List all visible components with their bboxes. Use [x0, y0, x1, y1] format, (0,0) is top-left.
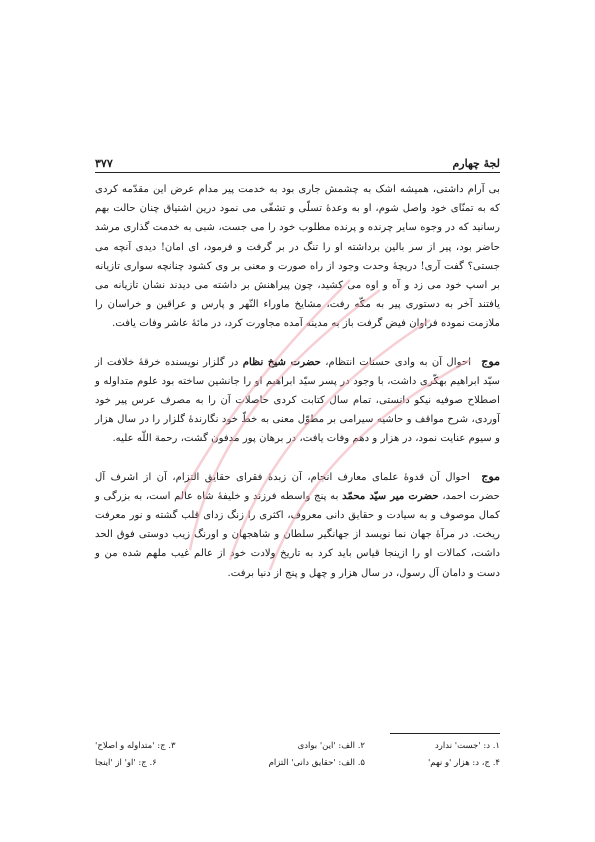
footnote-row	[95, 738, 500, 755]
footnote-1: ۱. د: 'جست' ندارد	[435, 741, 500, 751]
footnote-rule	[390, 733, 500, 734]
main-text	[95, 180, 500, 583]
footnote-6: ۶. ج: 'او' از 'اینجا	[95, 758, 157, 768]
footnote-row	[95, 755, 500, 772]
section-marker: موج	[481, 354, 500, 368]
paragraph-3-lead: احوال آن قدوهٔ علمای معارف انجام، آن زبدهٔ فقرای حقایق التزام، آن از اشرف آل حضرت احمد،	[95, 471, 500, 502]
section-marker: موج	[481, 469, 500, 483]
paragraph-2	[95, 352, 500, 449]
footnotes	[95, 738, 500, 772]
paragraph-2-lead: احوال آن به وادی حسنات انتظام،	[325, 356, 472, 368]
paragraph-3-name: حضرت میر سیّد محمّد	[342, 489, 439, 502]
header-rule	[95, 172, 500, 173]
footnote-2: ۲. الف: 'این' بوادی	[297, 741, 365, 751]
footnote-4: ۴. ج، د: هزار 'و نهم'	[427, 758, 500, 768]
footnote-5: ۵. الف: 'حقایق دانی' التزام	[268, 758, 365, 768]
page-number: ۳۷۷	[95, 157, 113, 170]
chapter-title: لجهٔ چهارم	[452, 157, 500, 170]
paragraph-3	[95, 467, 500, 583]
footnote-3: ۳. ج: 'متداوله و اصلاح'	[95, 741, 176, 751]
paragraph-2-body: در گلزار نویسنده خرقهٔ خلافت از سیّد ابراهیم بهکّری داشت، با وجود در پسر سیّد ابراهیم او را جانشین ساخته بود علوم متداوله و اصطلاح صوفیه نیکو دانستی، تمام سال کتابت کردی حاصلات آن را به مصرف عرس پیر خود آوردی، شرح مواقف و حاشیه سیرامی بر مطوّل معنی به خطّ خود نگارندهٔ گلزار را در سال هزار و سیوم عنایت نمود، در هزار و دهم وفات یافت، در برهان پور مدفون گشت، رحمة اللّه علیه.	[95, 356, 500, 445]
paragraph-1: بی آرام داشتی، همیشه اشک به چشمش جاری بود به خدمت پیر مدام عرض این مقدّمه کردی که به تمنّای خود واصل شوم، او به وعدهٔ تسلّی و تشفّی می نمود درین اشتیاق چنان حالت بهم رسانید که در وجوه سایر چرنده و پرنده مطلوب خود را می جست، شبی به خدمت گذاری مرشد حاضر بود، پیر از سر بالین برداشته او را تنگ در بر گرفت و فرمود، ای امان! دیدی آنچه می جستی؟ گفت آری! دریچهٔ وحدت وجود از راه صورت و معنی بر وی کشود چنانچه سواری تازیانه بر اسپ خود می زد و آه و اوه می کشید، چون پیراهنش بر داشته می دیدند نشان تازیانه می یافتند آخر به دستوری پیر به مکّه رفت، مشایخ ماوراء النّهر و پارس و عراقین و خراسان را ملازمت نموده فراوان فیض گرفت باز به مدینه آمده مجاورت کرد، در مائهٔ عاشر وفات یافت.	[95, 184, 500, 330]
running-header	[95, 150, 500, 170]
paragraph-2-name: حضرت شیخ نظام	[242, 355, 321, 368]
paragraph-3-body: به پنج واسطه فرزند و خلیفهٔ شاه عالم است، به بزرگی و کمال موصوف و به سیادت و حقایق دانی معروف، اکثری را زنگ زدای قلب گشته و نور معرفت ریخت. در مرآهٔ جهان نما نویسد از جهانگیر سلطان و شاهجهان و اورنگ زیب دوستی فوق الحد داشت، کمالات او را ازینجا قیاس باید کرد به تاریخ ولادت خود از عالم غیب ملهم شده من و دست و دامان آل رسول، در سال هزار و چهل و پنج از دنیا برفت.	[95, 490, 500, 579]
